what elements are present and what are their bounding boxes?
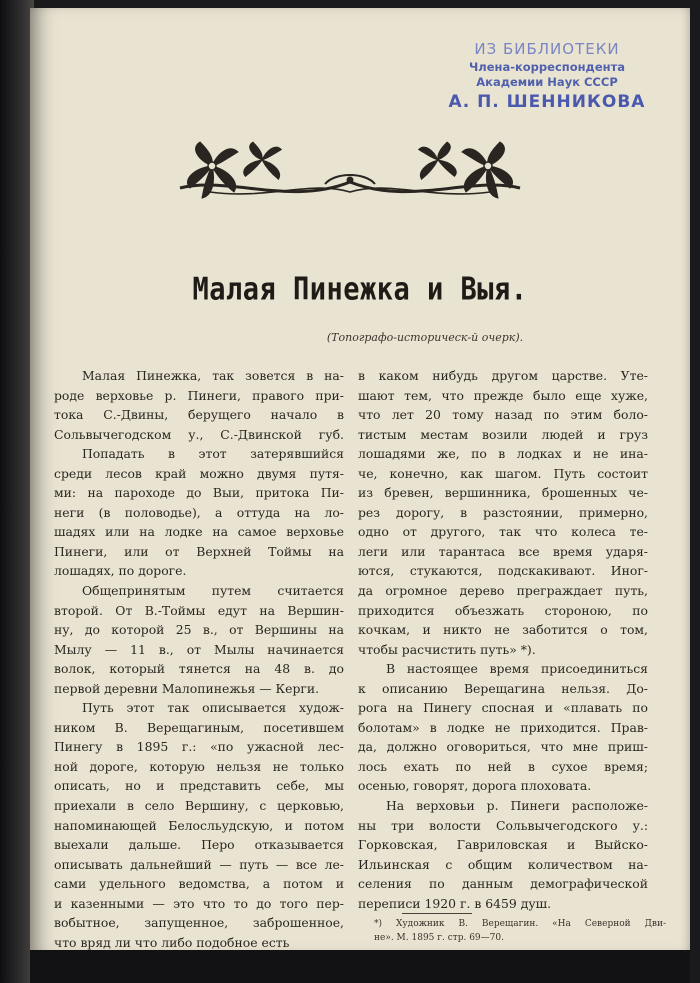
text-line: *) Художник В. Верещагин. «На Северной Дви-	[374, 919, 666, 929]
text-line: ником В. Верещагиным, посетившем	[54, 719, 344, 735]
text-line: волок, который тянется на 48 в. до	[54, 661, 344, 677]
text-line: Сольвычегодском у., С.-Двинской губ.	[54, 426, 344, 442]
text-line: че, конечно, как шагом. Путь состоит	[358, 465, 648, 481]
text-line: из бревен, вершинника, брошенных че-	[358, 485, 648, 501]
footnote-rule	[402, 913, 472, 914]
article-title: Малая Пинежка и Выя.	[192, 271, 528, 308]
text-line: Попадать в этот затерявшийся	[82, 446, 344, 462]
text-line: приходится объезжать стороною, по	[358, 602, 648, 618]
text-line: второй. От В.-Тоймы едут на Вершин-	[54, 602, 344, 618]
text-line: ны три волости Сольвычегодского у.:	[358, 817, 648, 833]
text-line: Малая Пинежка, так зовется в на-	[82, 368, 344, 383]
text-line: описывать дальнейший — путь — все ле-	[54, 856, 344, 872]
text-line: роде верховье р. Пинеги, правого при-	[54, 387, 344, 403]
text-line: приехали в село Вершину, с церковью,	[54, 798, 344, 814]
text-line: да огромное дерево преграждает путь,	[358, 583, 648, 599]
text-line: На верховьи р. Пинеги расположе-	[386, 798, 648, 814]
text-line: В настоящее время присоединиться	[386, 661, 648, 677]
text-line: что вряд ли что либо подобное есть	[54, 934, 290, 950]
text-line: лошадях, по дороге.	[54, 563, 187, 579]
article-subtitle: (Топографо-историческ-й очерк).	[326, 331, 524, 344]
text-line: в каком нибудь другом царстве. Уте-	[358, 368, 648, 383]
text-line: что лет 20 тому назад по этим боло-	[358, 407, 648, 423]
text-line: выехали дальше. Перо отказывается	[54, 837, 344, 853]
text-line: осенью, говорят, дорога плоховата.	[358, 778, 592, 794]
text-line: шают тем, что прежде было еще хуже,	[358, 387, 648, 403]
text-line: и казенными — это что то до того пер-	[54, 895, 344, 911]
text-line: рога на Пинегу спосная и «плавать по	[358, 700, 648, 716]
text-line: тока С.-Двины, берущего начало в	[54, 407, 344, 423]
text-line: первой деревни Малопинежья — Керги.	[54, 680, 320, 696]
text-line: сами удельного ведомства, а потом и	[54, 876, 344, 892]
text-line: ну, до которой 25 в., от Вершины на	[54, 622, 344, 638]
stamp-line-3: Академии Наук СССР	[476, 75, 618, 89]
text-line: рез дорогу, в разстоянии, примерно,	[358, 504, 648, 520]
text-line: Горковская, Гавриловская и Выйско-	[358, 837, 648, 853]
text-line: тистым местам возили людей и груз	[358, 426, 648, 442]
text-line: Ильинская с общим количеством на-	[358, 856, 648, 872]
book-spine-shadow	[0, 0, 34, 983]
text-line: неги (в половодье), а оттуда на ло-	[54, 504, 344, 520]
text-line: лось ехать по ней в сухое время;	[358, 758, 648, 774]
stamp-line-4: А. П. ШЕННИКОВА	[448, 92, 646, 112]
footnote	[374, 917, 666, 945]
text-line: описать, но и представить себе, мы	[54, 778, 344, 794]
text-line: Пинеги, или от Верхней Тоймы на	[54, 543, 344, 559]
text-line: шадях или на лодке на самое верховье	[54, 524, 344, 540]
text-line: Мылу — 11 в., от Мылы начинается	[54, 641, 344, 657]
text-line: леги или тарантаса все время ударя-	[358, 543, 648, 559]
text-line: к описанию Верещагина нельзя. До-	[358, 680, 648, 696]
text-line: среди лесов край можно двумя путя-	[54, 465, 344, 481]
text-line: переписи 1920 г. в 6459 душ.	[358, 895, 552, 911]
floral-ornament-icon	[150, 136, 550, 216]
text-line: кочкам, и никто не заботится о том,	[358, 622, 648, 638]
text-column-right	[358, 366, 648, 913]
stamp-line-2: Члена-корреспондента	[468, 60, 626, 74]
text-line: да, должно оговориться, что мне приш-	[358, 739, 648, 755]
page-bottom-shadow	[30, 950, 690, 983]
book-page	[30, 8, 690, 953]
text-line: ются, стукаются, подскакивают. Иног-	[358, 563, 648, 579]
text-line: болотам» в лодке не приходится. Прав-	[358, 719, 648, 735]
text-line: одно от другого, так что колеса те-	[358, 524, 648, 540]
text-line: Пинегу в 1895 г.: «по ужасной лес-	[54, 739, 344, 755]
text-line: ми: на пароходе до Выи, притока Пи-	[54, 485, 344, 501]
text-line: лошадями же, по в лодках и не ина-	[358, 446, 648, 462]
text-line: ной дороге, которую нельзя не только	[54, 758, 344, 774]
text-column-left	[54, 366, 344, 952]
text-line: селения по данным демографической	[358, 876, 648, 892]
text-line: чтобы расчистить путь» *).	[358, 641, 536, 657]
library-stamp	[442, 40, 652, 112]
stamp-line-1: ИЗ БИБЛИОТЕКИ	[474, 40, 620, 58]
text-line: Общепринятым путем считается	[82, 583, 344, 599]
text-line: напоминающей Белосльудскую, и потом	[54, 817, 344, 833]
text-line: не». М. 1895 г. стр. 69—70.	[374, 933, 504, 943]
text-line: Путь этот так описывается худож-	[82, 700, 344, 716]
text-line: вобытное, запущенное, заброшенное,	[54, 915, 344, 931]
